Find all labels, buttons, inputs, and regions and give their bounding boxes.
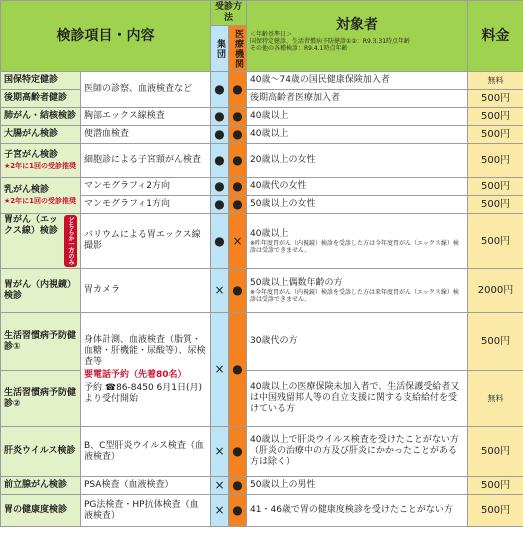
medical-mark: ● — [229, 126, 247, 144]
group-mark: × — [211, 313, 229, 427]
reservation-info: 予約 ☎86-8450 6月1日(月)より受付開始 — [84, 382, 203, 404]
group-mark: ● — [211, 214, 229, 269]
row-name: どちらか一方のみ 胃がん（エックス線）検診 — [1, 214, 81, 269]
row-target: 後期高齢者医療加入者 — [247, 90, 468, 108]
row-target: 20歳以上の女性 — [247, 144, 468, 178]
row-fee: 500円 — [468, 495, 523, 527]
row-target: 41・46歳で胃の健康度検診を受けたことがない方 — [247, 495, 468, 527]
row-content: B、C型肝炎ウイルス検査（血液検査） — [81, 427, 211, 477]
row-fee: 500円 — [468, 178, 523, 196]
row-fee: 500円 — [468, 313, 523, 371]
row-name: 胃の健康度検診 — [1, 495, 81, 527]
group-mark: × — [211, 427, 229, 477]
row-fee: 500円 — [468, 427, 523, 477]
row-target: 40歳以上 — [247, 108, 468, 126]
group-mark: × — [211, 477, 229, 495]
row-content: 細胞診による子宮頸がん検査 — [81, 144, 211, 178]
row-target: 30歳代の方 — [247, 313, 468, 371]
header-method: 受診方法 — [211, 1, 247, 26]
row-target: 40歳以上 ※昨年度胃がん（内視鏡）検診を受診した方は今年度胃がん（エックス線）検診は受診できません。 — [247, 214, 468, 269]
row-fee: 2000円 — [468, 269, 523, 313]
medical-mark: ● — [229, 269, 247, 313]
row-target: 40歳以上で肝炎ウイルス検査を受けたことがない方（肝炎の治療中の方及び肝炎にかかったことがある方は除く） — [247, 427, 468, 477]
medical-mark: ● — [229, 72, 247, 108]
row-name: 前立腺がん検診 — [1, 477, 81, 495]
row-target: 40歳以上の医療保険未加入者で、生活保護受給者又は中国残留邦人等の自立支援に関する支給給付を受けている方 — [247, 371, 468, 427]
reservation-required: 要電話予約（先着80名） — [84, 369, 187, 380]
medical-mark: ● — [229, 178, 247, 196]
row-name: 肺がん・結核検診 — [1, 108, 81, 126]
group-mark: ● — [211, 196, 229, 214]
row-content: 医師の診察、血液検査など — [81, 72, 211, 108]
row-name: 大腸がん検診 — [1, 126, 81, 144]
row-fee: 500円 — [468, 90, 523, 108]
group-mark: × — [211, 495, 229, 527]
group-mark: ● — [211, 144, 229, 178]
header-fee: 料金 — [468, 1, 523, 72]
row-name: 子宮がん検診 ★2年に1回の受診推奨 — [1, 144, 81, 178]
row-content: マンモグラフィ2方向 — [81, 178, 211, 196]
row-name: 乳がん検診 ★2年に1回の受診推奨 — [1, 178, 81, 214]
header-group: 集団 — [211, 26, 229, 72]
medical-mark: × — [229, 214, 247, 269]
group-mark: × — [211, 269, 229, 313]
row-target: 50歳以上偶数年齢の方 ※今年度胃がん（内視鏡）検診を受診した方は来年度胃がん（エックス線）検診は受診できません。 — [247, 269, 468, 313]
row-content: バリウムによる胃エックス線撮影 — [81, 214, 211, 269]
row-name: 生活習慣病予防健診① — [1, 313, 81, 371]
header-target: 対象者 ＜年齢基準日＞ 国保特定健診、生活習慣病予防健診①②：R9.3.31時点年齢 その他の各種検診：R9.4.1時点年齢 — [247, 1, 468, 72]
row-content: 身体計測、血液検査（脂質・血糖・肝機能・尿酸等）、尿検査等 要電話予約（先着80名） 予約 ☎86-8450 6月1日(月)より受付開始 — [81, 313, 211, 427]
row-name: 生活習慣病予防健診② — [1, 371, 81, 427]
group-mark: ● — [211, 178, 229, 196]
medical-mark: ● — [229, 144, 247, 178]
row-fee: 500円 — [468, 144, 523, 178]
medical-mark: ● — [229, 108, 247, 126]
row-name: 胃がん（内視鏡）検診 — [1, 269, 81, 313]
row-fee: 無料 — [468, 72, 523, 90]
row-fee: 500円 — [468, 477, 523, 495]
row-fee: 500円 — [468, 126, 523, 144]
group-mark: ● — [211, 108, 229, 126]
either-one-badge: どちらか一方のみ — [64, 215, 77, 267]
row-content: 胃カメラ — [81, 269, 211, 313]
row-content: PSA検査（血液検査） — [81, 477, 211, 495]
row-target: 50歳以上の女性 — [247, 196, 468, 214]
row-fee: 無料 — [468, 371, 523, 427]
row-fee: 500円 — [468, 214, 523, 269]
row-fee: 500円 — [468, 196, 523, 214]
header-items: 検診項目・内容 — [1, 1, 211, 72]
row-content: マンモグラフィ1方向 — [81, 196, 211, 214]
row-fee: 500円 — [468, 108, 523, 126]
row-name: 国保特定健診 — [1, 72, 81, 90]
row-name: 肝炎ウイルス検診 — [1, 427, 81, 477]
medical-mark: ● — [229, 196, 247, 214]
row-name: 後期高齢者健診 — [1, 90, 81, 108]
medical-mark: ● — [229, 313, 247, 427]
row-content: 便潜血検査 — [81, 126, 211, 144]
medical-mark: ● — [229, 495, 247, 527]
row-content: 胸部エックス線検査 — [81, 108, 211, 126]
row-target: 40歳〜74歳の国民健康保険加入者 — [247, 72, 468, 90]
group-mark: ● — [211, 72, 229, 108]
header-medical: 医療機関 — [229, 26, 247, 72]
medical-mark: ● — [229, 477, 247, 495]
row-content: PG法検査・HP抗体検査（血液検査） — [81, 495, 211, 527]
row-target: 50歳以上の男性 — [247, 477, 468, 495]
group-mark: ● — [211, 126, 229, 144]
row-target: 40歳以上 — [247, 126, 468, 144]
medical-mark: ● — [229, 427, 247, 477]
row-target: 40歳代の女性 — [247, 178, 468, 196]
